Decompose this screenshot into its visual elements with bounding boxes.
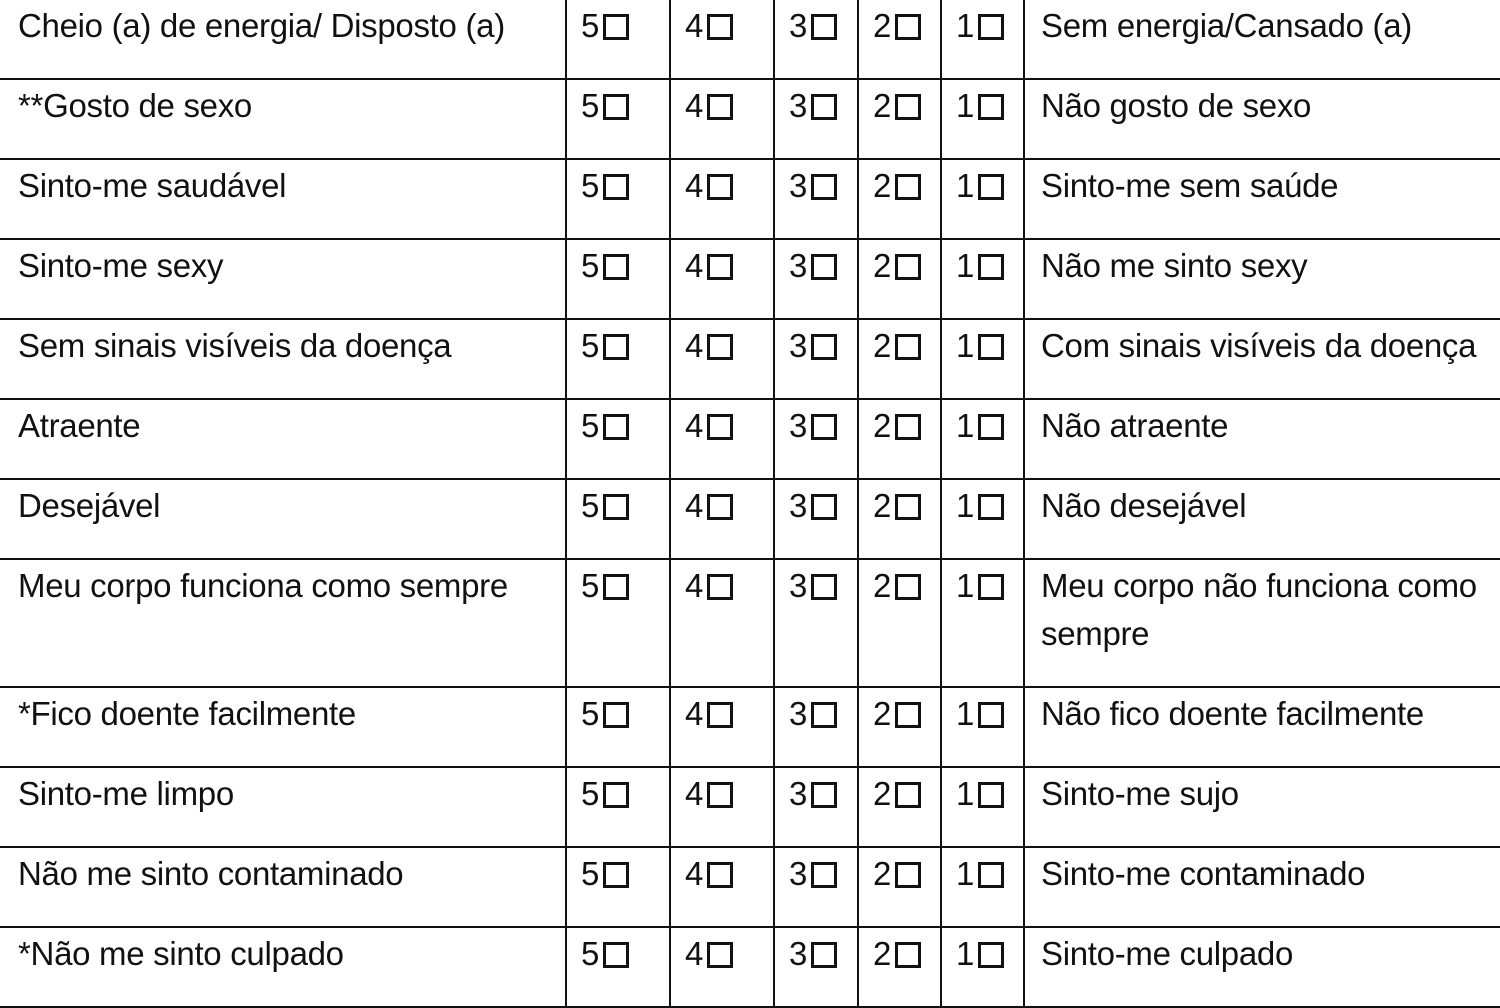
score-number: 3 [789, 695, 808, 732]
score-number: 3 [789, 567, 808, 604]
score-cell [858, 79, 941, 159]
score-number: 1 [956, 695, 975, 732]
score-cell [670, 559, 774, 687]
score-option[interactable] [789, 562, 837, 610]
score-option[interactable] [873, 82, 921, 130]
checkbox-icon[interactable] [895, 174, 921, 200]
checkbox-icon[interactable] [895, 862, 921, 888]
score-option[interactable] [956, 82, 1004, 130]
score-number: 4 [685, 87, 704, 124]
score-number: 1 [956, 247, 975, 284]
score-number: 2 [873, 167, 892, 204]
checkbox-icon[interactable] [603, 94, 629, 120]
checkbox-icon[interactable] [603, 862, 629, 888]
left-statement: Sinto-me saudável [0, 159, 566, 239]
score-option[interactable] [789, 82, 837, 130]
score-number: 4 [685, 247, 704, 284]
score-option[interactable] [956, 402, 1004, 450]
score-number: 3 [789, 775, 808, 812]
score-cell [941, 559, 1024, 687]
checkbox-icon[interactable] [603, 702, 629, 728]
right-statement: Com sinais visíveis da doença [1024, 319, 1500, 399]
checkbox-icon[interactable] [895, 334, 921, 360]
score-option[interactable] [873, 2, 921, 50]
score-cell [670, 0, 774, 79]
checkbox-icon[interactable] [895, 702, 921, 728]
checkbox-icon[interactable] [978, 94, 1004, 120]
right-statement: Não gosto de sexo [1024, 79, 1500, 159]
score-option[interactable] [581, 850, 629, 898]
score-number: 2 [873, 7, 892, 44]
score-number: 3 [789, 327, 808, 364]
score-number: 5 [581, 487, 600, 524]
score-option[interactable] [685, 322, 733, 370]
score-number: 1 [956, 487, 975, 524]
checkbox-icon[interactable] [978, 414, 1004, 440]
score-option[interactable] [685, 930, 733, 978]
right-statement: Sinto-me contaminado [1024, 847, 1500, 927]
checkbox-icon[interactable] [603, 494, 629, 520]
score-cell [774, 559, 858, 687]
score-number: 2 [873, 407, 892, 444]
score-number: 4 [685, 167, 704, 204]
score-cell [858, 767, 941, 847]
score-cell [941, 479, 1024, 559]
score-number: 4 [685, 855, 704, 892]
score-cell [858, 559, 941, 687]
score-number: 1 [956, 7, 975, 44]
score-cell [941, 319, 1024, 399]
score-cell [566, 239, 670, 319]
score-option[interactable] [873, 162, 921, 210]
checkbox-icon[interactable] [603, 334, 629, 360]
score-option[interactable] [789, 690, 837, 738]
checkbox-icon[interactable] [978, 14, 1004, 40]
score-number: 2 [873, 695, 892, 732]
table-row [0, 479, 1500, 559]
score-cell [941, 239, 1024, 319]
score-cell [774, 79, 858, 159]
checkbox-icon[interactable] [707, 414, 733, 440]
score-number: 3 [789, 407, 808, 444]
left-statement: Sinto-me limpo [0, 767, 566, 847]
score-number: 3 [789, 247, 808, 284]
score-option[interactable] [685, 562, 733, 610]
score-option[interactable] [956, 770, 1004, 818]
checkbox-icon[interactable] [811, 782, 837, 808]
score-option[interactable] [581, 482, 629, 530]
right-statement: Sinto-me sujo [1024, 767, 1500, 847]
left-statement: Sinto-me sexy [0, 239, 566, 319]
score-cell [858, 319, 941, 399]
score-option[interactable] [956, 162, 1004, 210]
score-option[interactable] [873, 242, 921, 290]
right-statement: Não desejável [1024, 479, 1500, 559]
score-number: 3 [789, 87, 808, 124]
left-statement: **Gosto de sexo [0, 79, 566, 159]
score-cell [670, 159, 774, 239]
score-cell [566, 687, 670, 767]
score-number: 5 [581, 567, 600, 604]
score-number: 4 [685, 327, 704, 364]
table-row [0, 0, 1500, 79]
score-number: 5 [581, 775, 600, 812]
score-option[interactable] [789, 2, 837, 50]
score-option[interactable] [956, 930, 1004, 978]
checkbox-icon[interactable] [707, 494, 733, 520]
checkbox-icon[interactable] [811, 254, 837, 280]
right-statement: Sem energia/Cansado (a) [1024, 0, 1500, 79]
score-cell [774, 847, 858, 927]
score-cell [858, 239, 941, 319]
checkbox-icon[interactable] [978, 334, 1004, 360]
score-number: 2 [873, 327, 892, 364]
score-cell [566, 559, 670, 687]
left-statement: *Fico doente facilmente [0, 687, 566, 767]
score-number: 4 [685, 7, 704, 44]
score-number: 4 [685, 935, 704, 972]
score-cell [670, 847, 774, 927]
checkbox-icon[interactable] [707, 334, 733, 360]
score-cell [941, 399, 1024, 479]
right-statement: Meu corpo não funciona como sempre [1024, 559, 1500, 687]
score-number: 2 [873, 775, 892, 812]
checkbox-icon[interactable] [811, 14, 837, 40]
checkbox-icon[interactable] [811, 702, 837, 728]
score-number: 2 [873, 855, 892, 892]
score-number: 1 [956, 87, 975, 124]
checkbox-icon[interactable] [707, 862, 733, 888]
checkbox-icon[interactable] [707, 254, 733, 280]
left-statement: Sem sinais visíveis da doença [0, 319, 566, 399]
checkbox-icon[interactable] [811, 862, 837, 888]
checkbox-icon[interactable] [895, 942, 921, 968]
checkbox-icon[interactable] [811, 334, 837, 360]
checkbox-icon[interactable] [978, 254, 1004, 280]
checkbox-icon[interactable] [707, 174, 733, 200]
score-number: 3 [789, 7, 808, 44]
score-cell [941, 687, 1024, 767]
left-statement: Desejável [0, 479, 566, 559]
score-option[interactable] [956, 850, 1004, 898]
score-number: 5 [581, 327, 600, 364]
score-cell [670, 319, 774, 399]
score-number: 4 [685, 567, 704, 604]
score-number: 1 [956, 327, 975, 364]
checkbox-icon[interactable] [811, 494, 837, 520]
score-number: 1 [956, 567, 975, 604]
score-number: 1 [956, 407, 975, 444]
score-number: 4 [685, 407, 704, 444]
checkbox-icon[interactable] [603, 414, 629, 440]
score-option[interactable] [789, 770, 837, 818]
score-cell [670, 687, 774, 767]
table-row [0, 319, 1500, 399]
checkbox-icon[interactable] [895, 14, 921, 40]
checkbox-icon[interactable] [603, 174, 629, 200]
table-row [0, 767, 1500, 847]
score-cell [566, 159, 670, 239]
score-cell [774, 767, 858, 847]
table-row [0, 687, 1500, 767]
score-cell [858, 847, 941, 927]
score-cell [858, 399, 941, 479]
score-number: 1 [956, 855, 975, 892]
score-option[interactable] [685, 770, 733, 818]
score-option[interactable] [685, 242, 733, 290]
score-option[interactable] [956, 242, 1004, 290]
score-option[interactable] [789, 402, 837, 450]
checkbox-icon[interactable] [707, 14, 733, 40]
score-cell [566, 0, 670, 79]
score-option[interactable] [685, 482, 733, 530]
score-option[interactable] [685, 162, 733, 210]
score-number: 5 [581, 87, 600, 124]
score-option[interactable] [581, 770, 629, 818]
checkbox-icon[interactable] [895, 254, 921, 280]
score-option[interactable] [873, 322, 921, 370]
score-cell [858, 479, 941, 559]
score-option[interactable] [685, 2, 733, 50]
checkbox-icon[interactable] [978, 574, 1004, 600]
checkbox-icon[interactable] [707, 942, 733, 968]
score-option[interactable] [956, 690, 1004, 738]
right-statement: Não atraente [1024, 399, 1500, 479]
score-number: 5 [581, 935, 600, 972]
score-option[interactable] [789, 850, 837, 898]
score-option[interactable] [685, 690, 733, 738]
score-cell [941, 159, 1024, 239]
score-cell [774, 399, 858, 479]
checkbox-icon[interactable] [603, 254, 629, 280]
score-option[interactable] [581, 82, 629, 130]
score-number: 4 [685, 695, 704, 732]
score-number: 1 [956, 167, 975, 204]
checkbox-icon[interactable] [978, 174, 1004, 200]
checkbox-icon[interactable] [895, 94, 921, 120]
score-cell [670, 399, 774, 479]
table-row [0, 239, 1500, 319]
score-cell [566, 479, 670, 559]
score-option[interactable] [581, 162, 629, 210]
score-option[interactable] [789, 322, 837, 370]
score-cell [774, 319, 858, 399]
checkbox-icon[interactable] [978, 494, 1004, 520]
checkbox-icon[interactable] [895, 494, 921, 520]
score-cell [566, 319, 670, 399]
score-number: 5 [581, 167, 600, 204]
score-option[interactable] [873, 690, 921, 738]
score-cell [774, 0, 858, 79]
score-number: 2 [873, 935, 892, 972]
left-statement: Não me sinto contaminado [0, 847, 566, 927]
score-option[interactable] [685, 850, 733, 898]
score-option[interactable] [581, 402, 629, 450]
checkbox-icon[interactable] [603, 942, 629, 968]
score-number: 5 [581, 855, 600, 892]
score-cell [566, 399, 670, 479]
score-option[interactable] [789, 482, 837, 530]
checkbox-icon[interactable] [603, 574, 629, 600]
checkbox-icon[interactable] [978, 862, 1004, 888]
score-cell [566, 79, 670, 159]
checkbox-icon[interactable] [978, 942, 1004, 968]
score-option[interactable] [789, 242, 837, 290]
score-cell [941, 79, 1024, 159]
score-number: 4 [685, 775, 704, 812]
score-cell [941, 0, 1024, 79]
checkbox-icon[interactable] [603, 14, 629, 40]
score-option[interactable] [581, 2, 629, 50]
score-option[interactable] [873, 562, 921, 610]
score-cell [774, 239, 858, 319]
right-statement: Não fico doente facilmente [1024, 687, 1500, 767]
score-number: 4 [685, 487, 704, 524]
score-cell [566, 847, 670, 927]
checkbox-icon[interactable] [811, 414, 837, 440]
score-option[interactable] [956, 562, 1004, 610]
left-statement: Atraente [0, 399, 566, 479]
score-number: 2 [873, 487, 892, 524]
score-cell [670, 239, 774, 319]
score-number: 3 [789, 167, 808, 204]
checkbox-icon[interactable] [707, 782, 733, 808]
score-cell [858, 687, 941, 767]
score-number: 5 [581, 695, 600, 732]
table-row [0, 79, 1500, 159]
checkbox-icon[interactable] [895, 414, 921, 440]
right-statement: Sinto-me sem saúde [1024, 159, 1500, 239]
score-cell [670, 79, 774, 159]
checkbox-icon[interactable] [707, 94, 733, 120]
table-row [0, 159, 1500, 239]
checkbox-icon[interactable] [895, 574, 921, 600]
left-statement: Cheio (a) de energia/ Disposto (a) [0, 0, 566, 79]
score-option[interactable] [873, 850, 921, 898]
score-cell [774, 159, 858, 239]
checkbox-icon[interactable] [811, 174, 837, 200]
score-option[interactable] [789, 930, 837, 978]
table-row [0, 399, 1500, 479]
score-cell [941, 847, 1024, 927]
checkbox-icon[interactable] [978, 782, 1004, 808]
score-cell [774, 687, 858, 767]
score-option[interactable] [956, 322, 1004, 370]
checkbox-icon[interactable] [811, 94, 837, 120]
checkbox-icon[interactable] [978, 702, 1004, 728]
checkbox-icon[interactable] [603, 782, 629, 808]
score-cell [670, 479, 774, 559]
score-option[interactable] [581, 930, 629, 978]
checkbox-icon[interactable] [895, 782, 921, 808]
score-number: 3 [789, 855, 808, 892]
score-option[interactable] [873, 770, 921, 818]
score-number: 5 [581, 247, 600, 284]
score-option[interactable] [873, 482, 921, 530]
score-option[interactable] [873, 402, 921, 450]
left-statement: *Não me sinto culpado [0, 927, 566, 1007]
score-number: 2 [873, 247, 892, 284]
score-option[interactable] [581, 322, 629, 370]
table-row [0, 847, 1500, 927]
score-option[interactable] [873, 930, 921, 978]
score-number: 1 [956, 935, 975, 972]
score-cell [670, 767, 774, 847]
score-number: 5 [581, 407, 600, 444]
score-cell [858, 159, 941, 239]
checkbox-icon[interactable] [707, 574, 733, 600]
score-number: 3 [789, 487, 808, 524]
right-statement: Sinto-me culpado [1024, 927, 1500, 1007]
score-option[interactable] [581, 242, 629, 290]
checkbox-icon[interactable] [811, 574, 837, 600]
table-row [0, 559, 1500, 687]
score-option[interactable] [581, 690, 629, 738]
checkbox-icon[interactable] [707, 702, 733, 728]
checkbox-icon[interactable] [811, 942, 837, 968]
score-number: 5 [581, 7, 600, 44]
score-option[interactable] [789, 162, 837, 210]
right-statement: Não me sinto sexy [1024, 239, 1500, 319]
score-number: 1 [956, 775, 975, 812]
score-option[interactable] [956, 2, 1004, 50]
cut-off-footer-text [0, 990, 1500, 998]
score-number: 2 [873, 567, 892, 604]
score-option[interactable] [956, 482, 1004, 530]
score-cell [858, 0, 941, 79]
score-option[interactable] [685, 82, 733, 130]
score-option[interactable] [685, 402, 733, 450]
score-option[interactable] [581, 562, 629, 610]
score-number: 3 [789, 935, 808, 972]
score-number: 2 [873, 87, 892, 124]
score-cell [566, 767, 670, 847]
score-cell [941, 767, 1024, 847]
score-cell [774, 479, 858, 559]
left-statement: Meu corpo funciona como sempre [0, 559, 566, 687]
